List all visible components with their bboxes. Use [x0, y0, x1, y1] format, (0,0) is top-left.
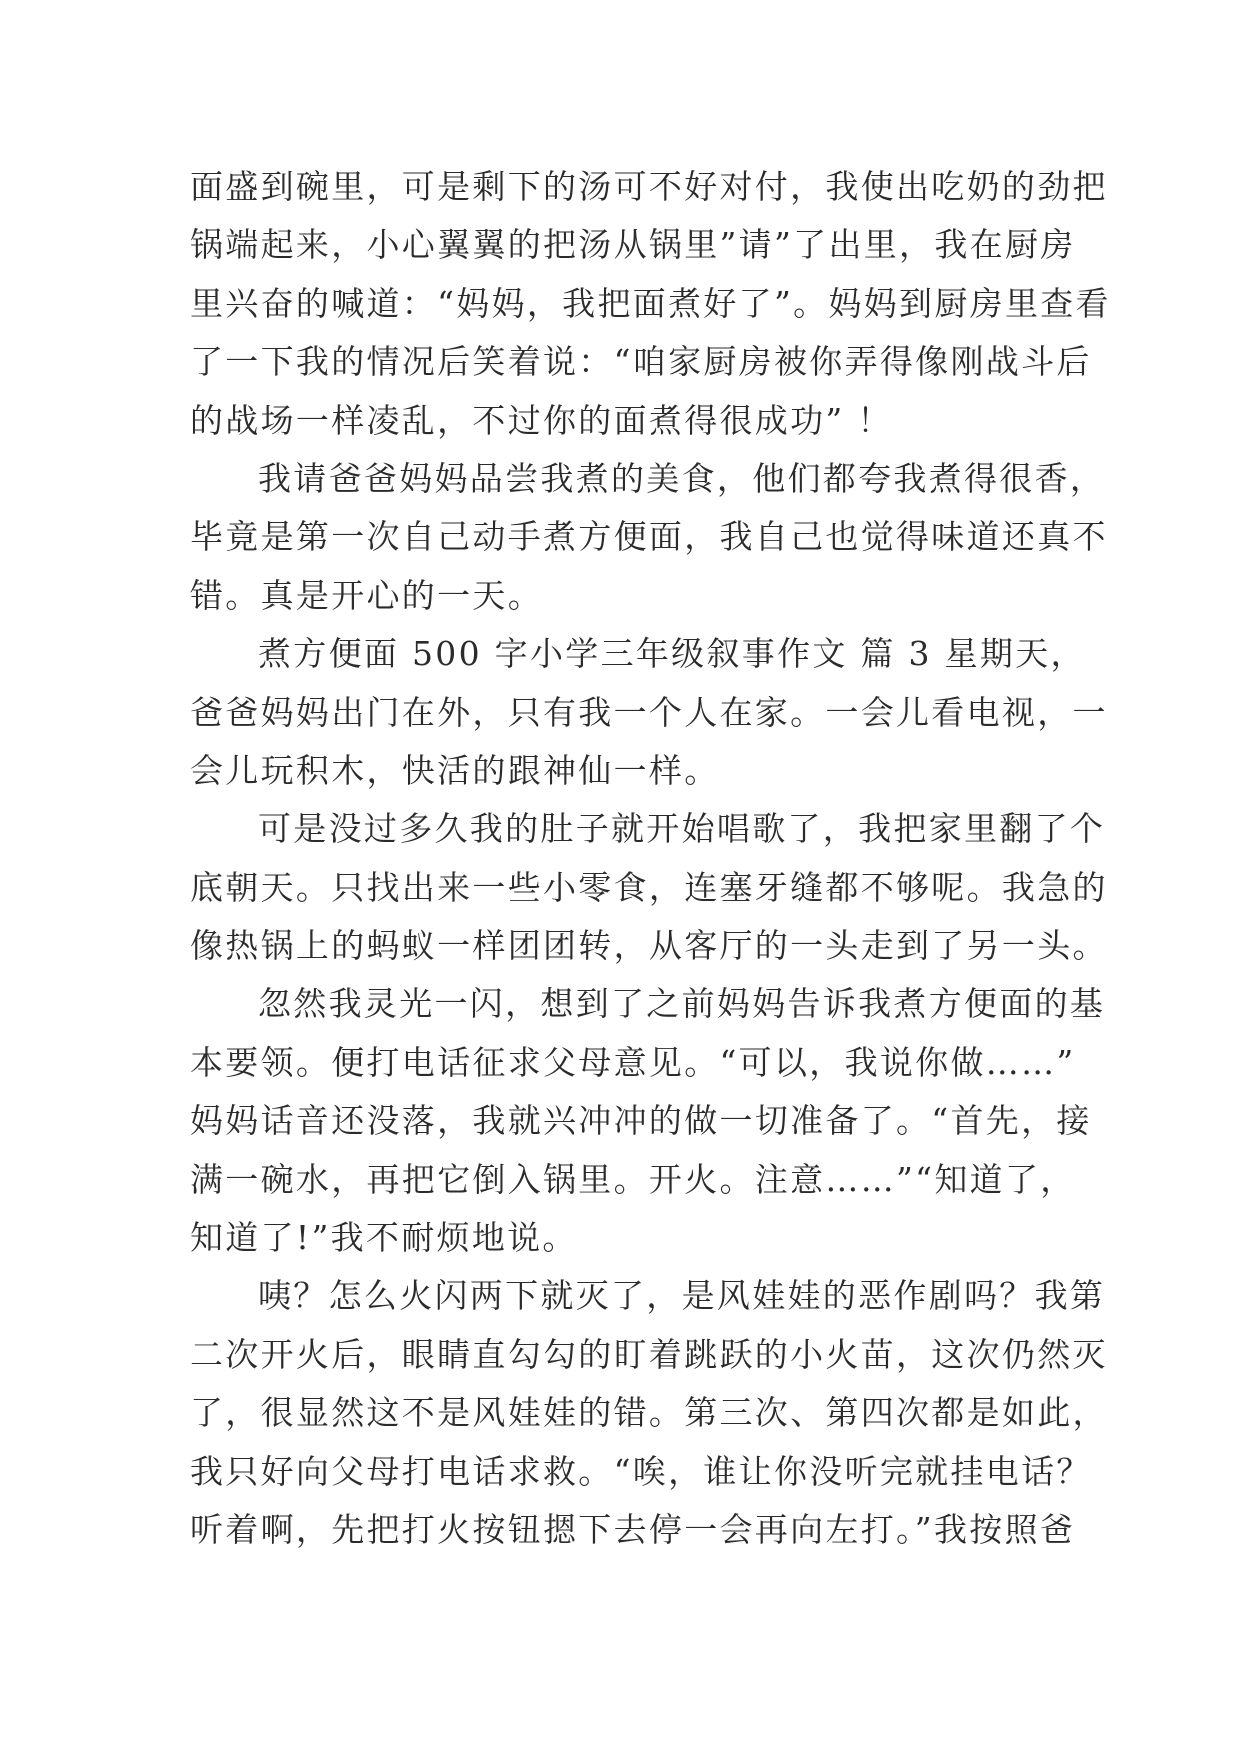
text-line: 爸爸妈妈出门在外，只有我一个人在家。一会儿看电视，一 [190, 692, 1108, 732]
document-body [190, 158, 1111, 1559]
text-line: 听着啊，先把打火按钮摁下去停一会再向左打。”我按照爸 [190, 1509, 1076, 1549]
text-line: 像热锅上的蚂蚁一样团团转，从客厅的一头走到了另一头。 [190, 926, 1108, 966]
text-line: 会儿玩积木，快活的跟神仙一样。 [190, 750, 720, 790]
text-line: 底朝天。只找出来一些小零食，连塞牙缝都不够呢。我急的 [190, 867, 1108, 907]
text-line: 二次开火后，眼睛直勾勾的盯着跳跃的小火苗，这次仍然灭 [190, 1334, 1108, 1374]
text-line: 面盛到碗里，可是剩下的汤可不好对付，我使出吃奶的劲把 [190, 167, 1108, 206]
text-line: 可是没过多久我的肚子就开始唱歌了，我把家里翻了个 [258, 809, 1106, 849]
text-line: 咦？怎么火闪两下就灭了，是风娃娃的恶作剧吗？我第 [258, 1276, 1106, 1316]
text-line: 了一下我的情况后笑着说：“咱家厨房被你弄得像刚战斗后 [190, 342, 1092, 382]
text-line: 毕竟是第一次自己动手煮方便面，我自己也觉得味道还真不 [190, 517, 1108, 557]
text-line: 知道了!”我不耐烦地说。 [190, 1218, 578, 1258]
text-line: 锅端起来，小心翼翼的把汤从锅里”请”了出里，我在厨房 [190, 225, 1076, 265]
text-line: 本要领。便打电话征求父母意见。“可以，我说你做……” [190, 1042, 1076, 1082]
text-line: 我请爸爸妈妈品尝我煮的美食，他们都夸我煮得很香， [258, 458, 1106, 498]
text-line: 妈妈话音还没落，我就兴冲冲的做一切准备了。“首先，接 [190, 1101, 1092, 1141]
text-line: 里兴奋的喊道：“妈妈，我把面煮好了”。妈妈到厨房里查看 [190, 283, 1111, 323]
text-line: 错。真是开心的一天。 [190, 575, 543, 615]
text-line: 忽然我灵光一闪，想到了之前妈妈告诉我煮方便面的基 [258, 984, 1106, 1024]
text-line: 满一碗水，再把它倒入锅里。开火。注意……”“知道了， [190, 1159, 1076, 1199]
text-line: 煮方便面 500 字小学三年级叙事作文 篇 3 星期天， [258, 634, 1086, 674]
text-line: 我只好向父母打电话求救。“唉，谁让你没听完就挂电话？ [190, 1451, 1092, 1491]
text-line: 了，很显然这不是风娃娃的错。第三次、第四次都是如此， [190, 1393, 1108, 1433]
text-line: 的战场一样凌乱，不过你的面煮得很成功” ！ [190, 400, 893, 440]
